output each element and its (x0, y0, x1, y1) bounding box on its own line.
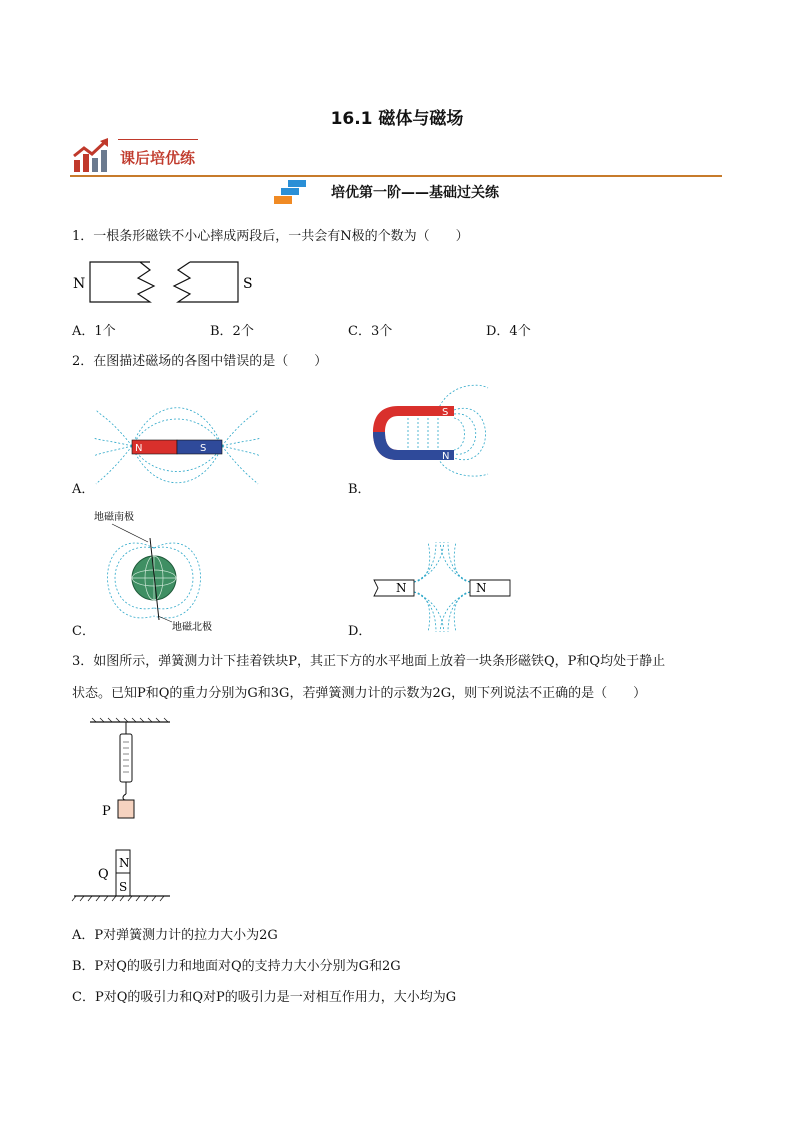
q1-option-a[interactable]: A．1个 (72, 324, 116, 339)
q3-stem-line2: 状态。已知P和Q的重力分别为G和3G，若弹簧测力计的示数为2G，则下列说法不正确的是（ ） (72, 686, 647, 701)
q3-label-q: Q (98, 867, 109, 882)
stage-title: 培优第一阶——基础过关练 (331, 185, 499, 201)
section-divider (70, 175, 722, 177)
q2-b-label-n: N (442, 451, 450, 462)
q2-c-label-south: 地磁南极 (94, 512, 134, 523)
q2-diagram-b-horseshoe-magnet (368, 380, 498, 480)
q1-option-b[interactable]: B．2个 (210, 324, 254, 339)
q3-option-c[interactable]: C．P对Q的吸引力和Q对P的吸引力是一对相互作用力，大小均为G (72, 990, 457, 1005)
q2-d-label-n1: N (396, 581, 407, 595)
q1-label-n: N (73, 276, 86, 292)
q3-stem-line1: 3．如图所示，弹簧测力计下挂着铁块P，其正下方的水平地面上放着一块条形磁铁Q，P和Q均处于静止 (72, 654, 666, 669)
q2-option-b[interactable]: B． (348, 482, 371, 497)
q3-label-p: P (102, 804, 111, 819)
q3-label-n: N (119, 856, 130, 870)
q2-c-label-north: 地磁北极 (172, 622, 212, 633)
q1-broken-magnet-diagram (70, 258, 270, 308)
q2-a-label-s: S (200, 443, 207, 454)
q2-a-label-n: N (135, 443, 143, 454)
section-header (70, 138, 722, 178)
q1-option-d[interactable]: D．4个 (486, 324, 531, 339)
stage-heading (0, 182, 794, 202)
q2-d-label-n2: N (476, 581, 487, 595)
section-label: 课后培优练 (120, 149, 196, 167)
q1-option-c[interactable]: C．3个 (348, 324, 393, 339)
q2-b-label-s: S (442, 407, 449, 418)
q3-option-a[interactable]: A．P对弹簧测力计的拉力大小为2G (72, 928, 278, 943)
stairs-icon (274, 180, 310, 206)
q2-option-d[interactable]: D． (348, 624, 372, 639)
q3-label-s: S (119, 880, 128, 894)
q1-label-s: S (243, 276, 253, 292)
q1-stem: 1．一根条形磁铁不小心摔成两段后，一共会有N极的个数为（ ） (72, 229, 469, 244)
q2-diagram-c-earth-field (92, 508, 232, 634)
q2-option-a[interactable]: A． (72, 482, 95, 497)
chart-logo-icon (72, 138, 112, 174)
q2-diagram-d-two-north-poles (370, 540, 515, 634)
q2-diagram-a-bar-magnet (92, 400, 262, 490)
q2-stem: 2．在图描述磁场的各图中错误的是（ ） (72, 354, 328, 369)
page-title: 16.1 磁体与磁场 (330, 109, 464, 129)
q2-option-c[interactable]: C． (72, 624, 95, 639)
q3-spring-scale-diagram (70, 716, 180, 902)
q3-option-b[interactable]: B．P对Q的吸引力和地面对Q的支持力大小分别为G和2G (72, 959, 401, 974)
section-top-line (118, 139, 198, 140)
